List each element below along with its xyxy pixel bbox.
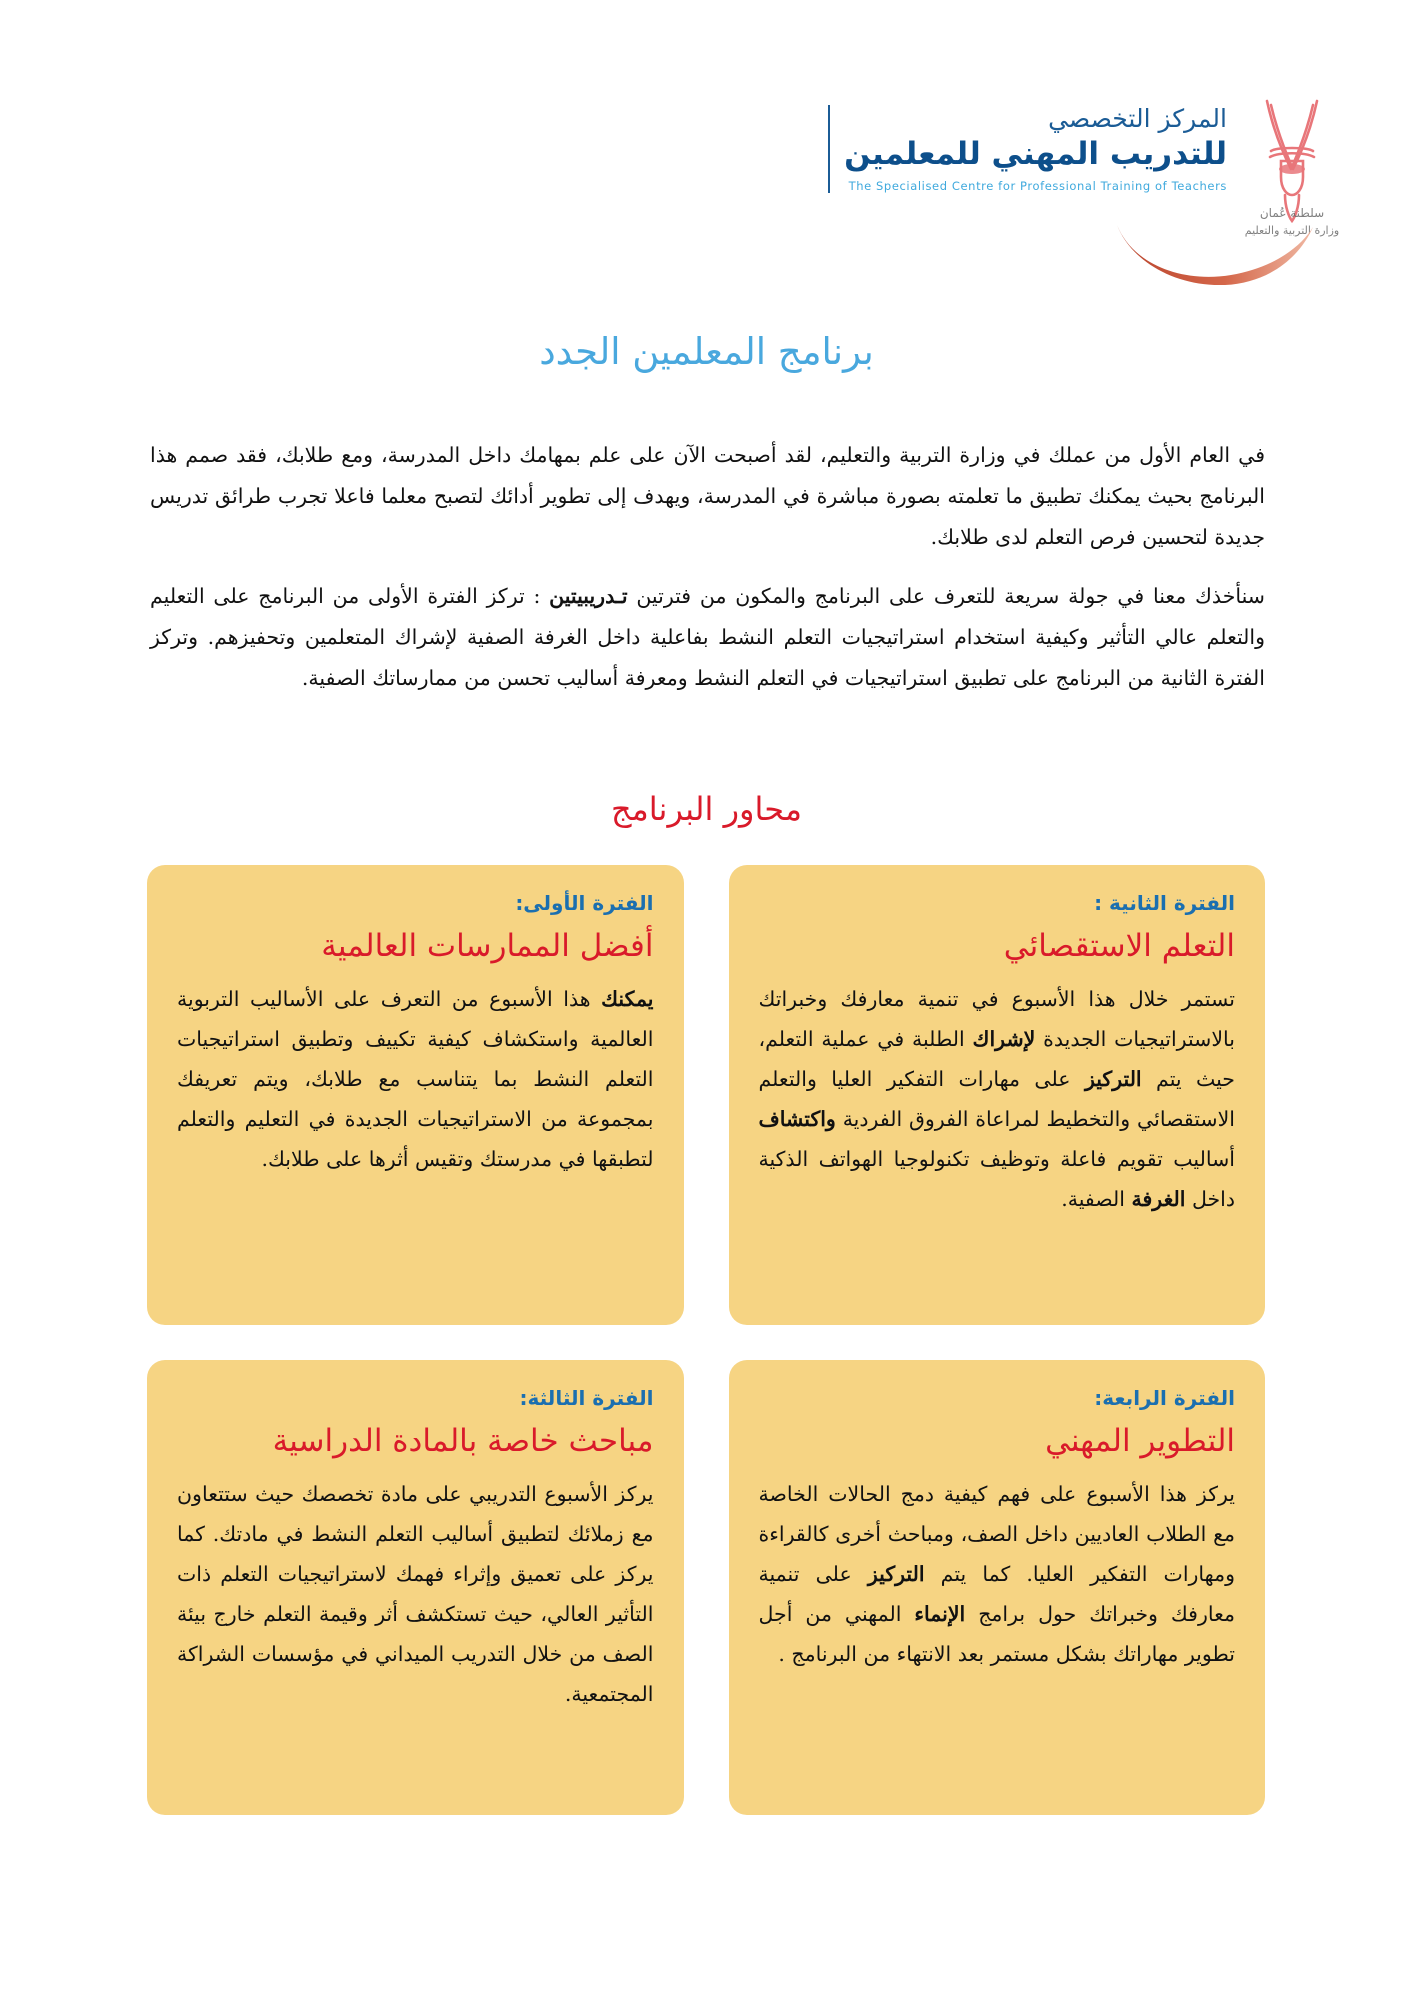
orange-swoosh-decoration-icon [1113, 225, 1343, 285]
emphasis-text: واكتشاف [758, 1106, 836, 1131]
intro-section [150, 435, 1265, 717]
emphasis-text: لإشراك [972, 1026, 1036, 1051]
body-text: يركز الأسبوع التدريبي على مادة تخصصك حيث ستتعاون مع زملائك لتطبيق أساليب التعلم النشط في مادتك. كما يركز على تعميق وإثراء فهمك لاستراتيجيات التعلم ذات التأثير العالي، حيث تستكشف أثر وقيمة التعلم خارج بيئة الصف من خلال التدريب الميداني في مؤسسات الشراكة المجتمعية. [177, 1481, 654, 1706]
card-title: التطوير المهني [1045, 1423, 1235, 1459]
body-text: هذا الأسبوع من التعرف على الأساليب التربوية العالمية واستكشاف كيفية تكييف وتطبيق استراتيجيات التعلم النشط بما يتناسب مع طلابك، ويتم تعريفك بمجموعة من الاستراتيجيات الجديدة في التعليم والتعلم لتطبقها في مدرستك وتقيس أثرها على طلابك. [177, 986, 654, 1171]
svg-text:وزارة التربية والتعليم: وزارة التربية والتعليم [1244, 224, 1340, 237]
page-title: برنامج المعلمين الجدد [539, 330, 874, 373]
card-body [759, 1475, 1236, 1675]
emphasis-text: الإنماء [914, 1601, 966, 1626]
intro-p2-part2: : تركز الفترة الأولى من البرنامج على التعليم والتعلم عالي التأثير وكيفية استخدام استراتيجيات التعلم النشط بفاعلية داخل الغرفة الصفية لإشراك المتعلمين وتحفيزهم. وتركز الفترة الثانية من البرنامج على تطبيق استراتيجيات في التعلم النشط ومعرفة أساليب تحسن من ممارساتك الصفية. [150, 584, 1265, 690]
card-title: أفضل الممارسات العالمية [321, 928, 654, 964]
emphasis-text: يمكنك [601, 986, 654, 1011]
intro-p2-part1: سنأخذك معنا في جولة سريعة للتعرف على البرنامج والمكون من فترتين [627, 584, 1265, 608]
body-text: المهني من أجل تطوير مهاراتك بشكل مستمر بعد الانتهاء من البرنامج . [758, 1601, 1235, 1666]
card-label: الفترة الرابعة: [1094, 1386, 1235, 1410]
logo-english-subtitle: The Specialised Centre for Professional Training of Teachers [848, 178, 1227, 193]
body-text: على تنمية معارفك وخبراتك حول برامج [758, 1561, 1235, 1626]
body-text: على مهارات التفكير العليا والتعلم الاستقصائي والتخطيط لمراعاة الفروق الفردية [758, 1066, 1235, 1131]
emphasis-text: التركيز [867, 1561, 925, 1586]
organization-logo [828, 95, 1353, 240]
svg-text:سلطنة عُمان: سلطنة عُمان [1259, 206, 1325, 220]
card-label: الفترة الأولى: [515, 891, 654, 915]
document-header [0, 95, 1413, 275]
intro-paragraph-2 [150, 576, 1265, 699]
section-heading-program-axes: محاور البرنامج [610, 790, 803, 828]
emphasis-text: الغرفة [1131, 1186, 1186, 1211]
program-card-period-two [729, 865, 1266, 1325]
program-card-period-three [147, 1360, 684, 1815]
emphasis-text: التركيز [1084, 1066, 1142, 1091]
body-text: الصفية. [1061, 1186, 1132, 1211]
intro-paragraph-1: في العام الأول من عملك في وزارة التربية والتعليم، لقد أصبحت الآن على علم بمهامك داخل المدرسة، ومع طلابك، فقد صمم هذا البرنامج بحيث يمكنك تطبيق ما تعلمته بصورة مباشرة في المدرسة، ويهدف إلى تطوير أدائك لتصبح معلما فاعلا تجرب طرائق تدريس جديدة لتحسين فرص التعلم لدى طلابك. [150, 443, 1265, 549]
program-card-period-one [147, 865, 684, 1325]
intro-p2-bold: تـدريبيتين [549, 584, 628, 608]
body-text: يركز هذا الأسبوع على فهم كيفية دمج الحالات الخاصة مع الطلاب العاديين داخل الصف، ومباحث أخرى كالقراءة ومهارات التفكير العليا. كما يتم [758, 1481, 1236, 1586]
logo-line-two: للتدريب المهني للمعلمين [844, 135, 1227, 172]
card-body [177, 980, 654, 1180]
program-axes-card-grid [147, 865, 1265, 1815]
body-text: الطلبة في عملية التعلم، حيث يتم [758, 1026, 1235, 1091]
card-label: الفترة الثانية : [1094, 891, 1235, 915]
card-title: مباحث خاصة بالمادة الدراسية [272, 1423, 654, 1459]
card-body [177, 1475, 654, 1715]
oman-national-emblem-khanjar-icon [1237, 95, 1347, 240]
card-body [759, 980, 1236, 1220]
logo-text-block [828, 105, 1227, 193]
body-text: تستمر خلال هذا الأسبوع في تنمية معارفك وخبراتك بالاستراتيجيات الجديدة [758, 986, 1235, 1051]
logo-line-one: المركز التخصصي [1048, 104, 1227, 133]
card-label: الفترة الثالثة: [519, 1386, 654, 1410]
body-text: أساليب تقويم فاعلة وتوظيف تكنولوجيا الهواتف الذكية داخل [758, 1146, 1235, 1211]
card-title: التعلم الاستقصائي [1003, 928, 1235, 964]
program-card-period-four [729, 1360, 1266, 1815]
